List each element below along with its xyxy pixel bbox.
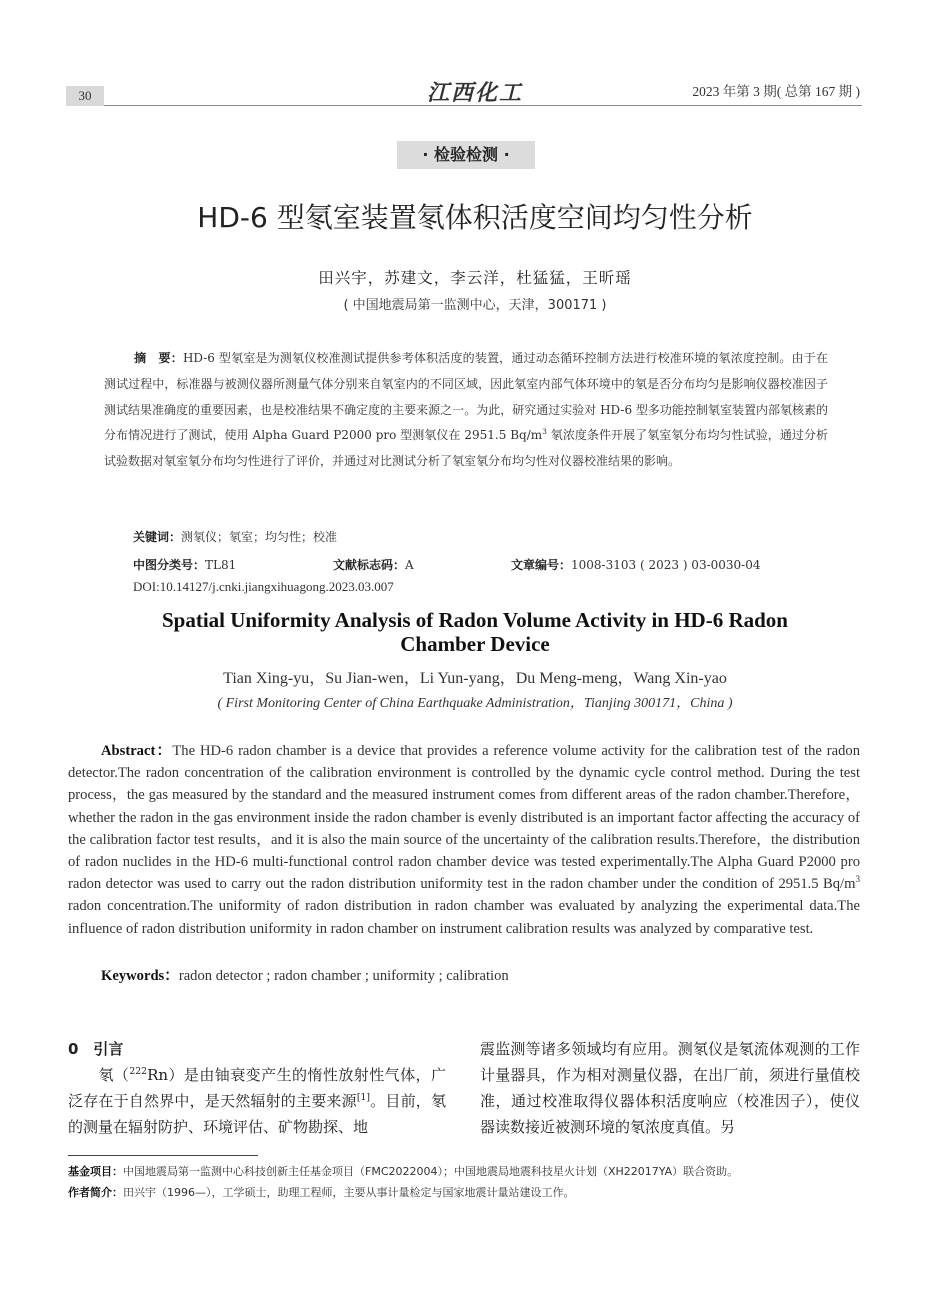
issue-info: 2023 年第 3 期( 总第 167 期 ) xyxy=(692,84,860,99)
authors-cn: 田兴宇，苏建文，李云洋，杜猛猛，王昕瑶 xyxy=(318,269,632,287)
body-paragraph-right: 震监测等诸多领域均有应用。测氡仪是氡流体观测的工作计量器具，作为相对测量仪器，在出厂前，须进行量值校准，通过校准取得仪器体积活度响应（校准因子），使仪器读数接近被测环境的氡浓度真值。另 xyxy=(480,1040,860,1136)
keywords-cn-label: 关键词： xyxy=(133,530,182,544)
title-en-line2: Chamber Device xyxy=(400,632,550,656)
abstract-en-sup: 3 xyxy=(855,874,860,885)
abstract-en xyxy=(68,740,860,940)
footnote-fund-label: 基金项目： xyxy=(68,1165,123,1178)
abstract-en-label: Abstract： xyxy=(101,743,173,759)
title-en-line1: Spatial Uniformity Analysis of Radon Volume Activity in HD-6 Radon xyxy=(161,608,788,632)
footnote-author-label: 作者简介： xyxy=(68,1186,123,1199)
doc-code xyxy=(333,556,414,573)
section-heading-intro: 0 引言 xyxy=(68,1040,124,1058)
clc-label: 中图分类号： xyxy=(133,558,206,572)
title-cn: HD-6 型氡室装置氡体积活度空间均匀性分析 xyxy=(197,201,753,234)
abstract-cn xyxy=(104,346,828,475)
footnote-rule xyxy=(68,1155,258,1156)
footnote-author xyxy=(68,1184,868,1200)
doi-link[interactable]: DOI:10.14127/j.cnki.jiangxihuagong.2023.03.007 xyxy=(133,579,394,594)
body-left-ref[interactable]: [1] xyxy=(356,1092,370,1103)
keywords-en-label: Keywords： xyxy=(101,968,179,984)
keywords-en-text: radon detector ; radon chamber ; uniformity ; calibration xyxy=(178,968,509,984)
body-column-right xyxy=(480,1036,860,1140)
article-value: 1008-3103 ( 2023 ) 03-0030-04 xyxy=(571,558,761,572)
title-en xyxy=(100,608,850,656)
abstract-en-text-end: radon concentration.The uniformity of radon distribution in radon chamber was evaluated by analyzing the experimental data.The influence of radon distribution uniformity in radon chamber on instrument calibration results was analyzed by comparative test. xyxy=(68,898,860,937)
abstract-cn-label: 摘 要： xyxy=(134,351,183,365)
body-left-mid: Rn）是由铀衰变产生的惰性放射性气体，广泛存在于自然界中，是天然辐射的主要来源 xyxy=(68,1066,446,1110)
footnote-author-text: 田兴宇（1996—），工学硕士，助理工程师，主要从事计量检定与国家地震计量站建设工作。 xyxy=(123,1186,575,1199)
body-paragraph-left xyxy=(68,1062,446,1140)
abstract-cn-text-end: 氡浓度条件开展了氡室氡分布均匀性试验，通过分析试验数据对氡室氡分布均匀性进行了评价，并通过对比测试分析了氡室氡分布均匀性对仪器校准结果的影响。 xyxy=(104,428,828,469)
body-left-mass: 222 xyxy=(129,1066,148,1077)
article-label: 文章编号： xyxy=(511,558,572,572)
journal-name: 江西化工 xyxy=(426,80,523,106)
body-left-end: 。目前，氡的测量在辐射防护、环境评估、矿物勘探、地 xyxy=(68,1092,446,1136)
body-column-left xyxy=(68,1036,446,1140)
abstract-cn-sup: 3 xyxy=(542,427,547,437)
doc-label: 文献标志码： xyxy=(333,558,406,572)
keywords-en xyxy=(101,964,509,985)
abstract-cn-text: HD-6 型氡室是为测氡仪校准测试提供参考体积活度的装置，通过动态循环控制方法进行校准环境的氡浓度控制。由于在测试过程中，标准器与被测仪器所测量气体分别来自氡室内的不同区域，因此氡室内部气体环境中的氡是否分布均匀是影响仪器校准因子测试结果准确度的重要因素，也是校准结果不确定度的主要来源之一。为此，研究通过实验对 HD-6 型多功能控制氡室装置内部氡核素的分布情况进行了测试，使用 Alpha Guard P2000 pro 型测氡仪在 2951.5 Bq/m xyxy=(104,351,828,443)
column-tag: · 检验检测 · xyxy=(397,141,535,169)
affiliation-en: ( First Monitoring Center of China Earthquake Administration，Tianjing 300171，China ) xyxy=(217,696,733,711)
article-number xyxy=(511,556,761,573)
footnote-fund-text: 中国地震局第一监测中心科技创新主任基金项目（FMC2022004）；中国地震局地震科技星火计划（XH22017YA）联合资助。 xyxy=(123,1165,739,1178)
clc-value: TL81 xyxy=(205,558,237,572)
authors-en: Tian Xing-yu，Su Jian-wen，Li Yun-yang，Du Meng-meng，Wang Xin-yao xyxy=(223,670,727,687)
affiliation-cn: ( 中国地震局第一监测中心，天津，300171 ) xyxy=(343,298,607,313)
keywords-cn xyxy=(133,528,337,545)
clc-number xyxy=(133,556,236,573)
page-number: 30 xyxy=(66,86,104,106)
doc-value: A xyxy=(405,558,414,572)
footnote-fund xyxy=(68,1163,868,1179)
body-left-start: 氡（ xyxy=(98,1066,130,1084)
keywords-cn-text: 测氡仪；氡室；均匀性；校准 xyxy=(181,530,338,544)
abstract-en-text: The HD-6 radon chamber is a device that provides a reference volume activity for the calibration test of the radon detector.The radon concentration of the calibration environment is controlled by the dynamic cycle control method. During the test process，the gas measured by the standard and the measured instrument comes from different areas of the radon chamber.Therefore，whether the radon in the gas environment inside the radon chamber is evenly distributed is an important factor affecting the accuracy of the calibration factor test results，and it is also the main source of the uncertainty of the calibration results.Therefore，the distribution of radon nuclides in the HD-6 multi-functional control radon chamber device was tested experimentally.The Alpha Guard P2000 pro radon detector was used to carry out the radon distribution uniformity test in the radon chamber under the condition of 2951.5 Bq/m xyxy=(68,743,860,893)
